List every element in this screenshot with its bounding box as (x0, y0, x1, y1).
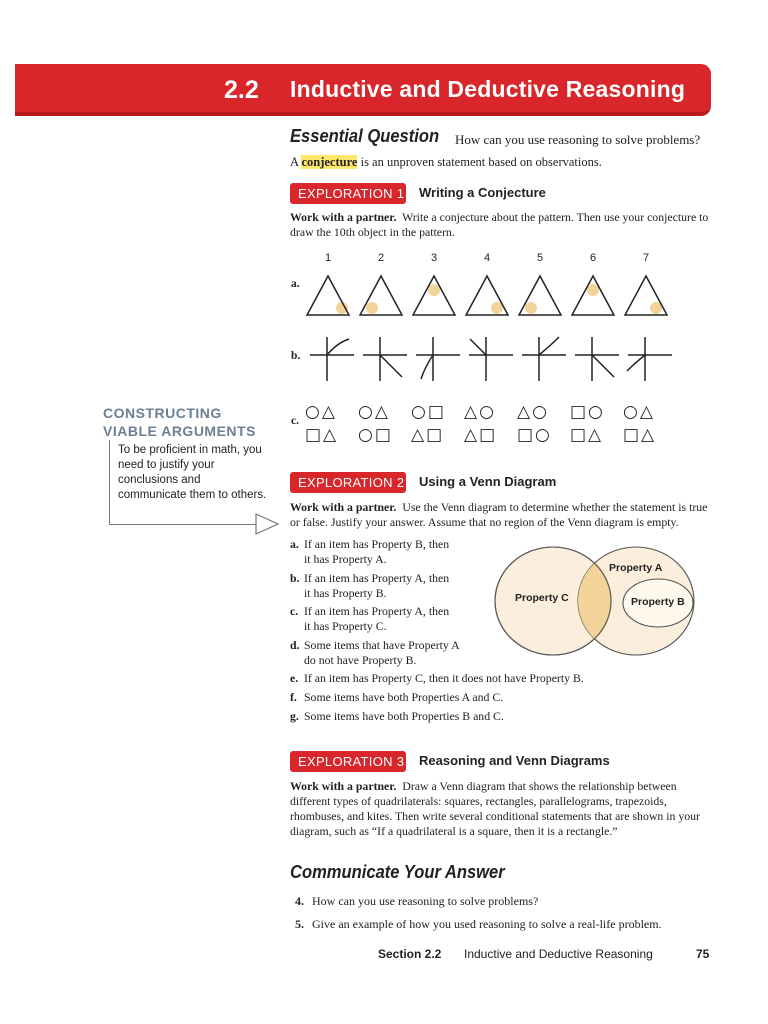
exploration-3-instructions (290, 779, 715, 839)
shape-pair: △○ (464, 402, 496, 422)
item-text: If an item has Property B, then (304, 537, 450, 551)
exploration-3-lead: Work with a partner. (290, 779, 397, 793)
conjecture-suffix: is an unproven statement based on observations. (357, 155, 602, 169)
row-label-b: b. (291, 350, 301, 362)
item-label: f. (290, 690, 297, 704)
shape-pair: □△ (305, 425, 339, 445)
exploration-1-instructions (290, 210, 715, 240)
item-label: g. (290, 709, 299, 723)
item-text: do not have Property B. (304, 653, 417, 667)
list-item (290, 709, 504, 724)
item-text: it has Property B. (304, 586, 387, 600)
question-number: 5. (295, 917, 304, 931)
item-text: Some items have both Properties B and C. (304, 709, 504, 723)
shape-pair: □△ (570, 425, 604, 445)
line-figure-icon (575, 337, 619, 381)
shape-pair: □○ (517, 425, 552, 445)
exploration-2-instructions (290, 500, 715, 530)
item-text: If an item has Property A, then (304, 604, 450, 618)
triangle-icon (519, 276, 561, 315)
communicate-heading: Communicate Your Answer (290, 862, 505, 882)
item-text: Some items that have Property A (304, 638, 460, 652)
shape-pair: △○ (517, 402, 549, 422)
essential-question-heading: Essential Question (290, 126, 440, 146)
question-number: 4. (295, 894, 304, 908)
essential-question-text: How can you use reasoning to solve problems? (455, 132, 701, 147)
venn-diagram (494, 546, 700, 676)
item-label: d. (290, 638, 300, 652)
page-number: 75 (696, 947, 710, 961)
shape-pair: ○△ (623, 402, 655, 422)
item-text: If an item has Property A, then (304, 571, 450, 585)
line-figure-pattern (305, 333, 680, 385)
venn-label-a: Property A (609, 562, 663, 574)
footer-title: Inductive and Deductive Reasoning (464, 947, 653, 961)
exploration-3-title: Reasoning and Venn Diagrams (419, 753, 610, 768)
column-number: 7 (642, 252, 650, 264)
line-figure-icon (416, 337, 460, 381)
list-item (290, 571, 449, 601)
exploration-2-badge: EXPLORATION 2 (290, 472, 406, 493)
sidebar-title (103, 404, 256, 440)
triangle-icon (413, 276, 455, 315)
question-item (295, 917, 662, 932)
venn-label-b: Property B (631, 596, 685, 608)
triangle-icon (307, 276, 349, 315)
item-label: c. (290, 604, 299, 618)
conjecture-term: conjecture (301, 155, 358, 169)
sidebar-title-line1: CONSTRUCTING (103, 405, 222, 421)
question-text: How can you use reasoning to solve problems? (312, 894, 539, 908)
shape-pair: ○□ (411, 402, 446, 422)
item-text: If an item has Property C, then it does not have Property B. (304, 671, 584, 685)
column-number: 3 (430, 252, 438, 264)
triangle-icon (572, 276, 614, 315)
shape-pair: ○△ (358, 402, 390, 422)
list-item (290, 604, 449, 634)
section-number: 2.2 (224, 76, 259, 104)
item-text: Some items have both Properties A and C. (304, 690, 504, 704)
exploration-3-badge: EXPLORATION 3 (290, 751, 406, 772)
exploration-2-title: Using a Venn Diagram (419, 474, 557, 489)
triangle-icon (360, 276, 402, 315)
conjecture-prefix: A (290, 155, 302, 169)
column-number: 2 (377, 252, 385, 264)
shape-pair: □○ (570, 402, 605, 422)
sidebar-title-line2: VIABLE ARGUMENTS (103, 423, 256, 439)
exploration-1-badge: EXPLORATION 1 (290, 183, 406, 204)
exploration-1-lead: Work with a partner. (290, 210, 397, 224)
line-figure-icon (522, 337, 566, 381)
venn-label-c: Property C (515, 592, 569, 604)
item-label: b. (290, 571, 300, 585)
triangle-pattern (300, 268, 680, 322)
sidebar-text: To be proficient in math, you need to justify your conclusions and communicate them to others. (118, 444, 267, 501)
item-text: it has Property A. (304, 552, 387, 566)
triangle-icon (625, 276, 667, 315)
shape-pair: △□ (464, 425, 498, 445)
arrow-icon (255, 512, 281, 536)
item-label: e. (290, 671, 299, 685)
shape-pair: ○△ (305, 402, 337, 422)
row-label-a: a. (291, 278, 300, 290)
shape-pair: □△ (623, 425, 657, 445)
section-title: Inductive and Deductive Reasoning (290, 76, 686, 102)
list-item (290, 690, 503, 705)
exploration-3-text: Draw a Venn diagram that shows the relationship between different types of quadrilaterals: squares, rectangles, parallelograms, trapezoids, rhombuses, and kites. Then write several conditional statements that are shown in your diagram, such as “If a quadrilateral is a square, then it is a rectangle.” (290, 779, 700, 838)
column-number: 6 (589, 252, 597, 264)
item-text: it has Property C. (304, 619, 387, 633)
line-figure-icon (469, 337, 513, 381)
shape-pair: △□ (411, 425, 445, 445)
column-number: 5 (536, 252, 544, 264)
line-figure-icon (627, 337, 672, 381)
line-figure-icon (363, 337, 407, 381)
conjecture-definition (290, 155, 602, 170)
footer-section: Section 2.2 (378, 947, 442, 961)
exploration-1-text: Write a conjecture about the pattern. Then use your conjecture to draw the 10th object in the pattern. (290, 210, 709, 239)
column-number: 4 (483, 252, 491, 264)
shape-pair: ○□ (358, 425, 393, 445)
item-label: a. (290, 537, 299, 551)
list-item (290, 638, 460, 668)
row-label-c: c. (291, 415, 299, 427)
question-text: Give an example of how you used reasoning to solve a real-life problem. (312, 917, 662, 931)
question-item (295, 894, 538, 909)
exploration-2-text: Use the Venn diagram to determine whether the statement is true or false. Justify your answer. Assume that no region of the Venn diagram is empty. (290, 500, 708, 529)
list-item (290, 537, 449, 567)
triangle-icon (466, 276, 508, 315)
exploration-1-title: Writing a Conjecture (419, 185, 546, 200)
column-number: 1 (324, 252, 332, 264)
exploration-2-lead: Work with a partner. (290, 500, 397, 514)
line-figure-icon (310, 337, 354, 381)
